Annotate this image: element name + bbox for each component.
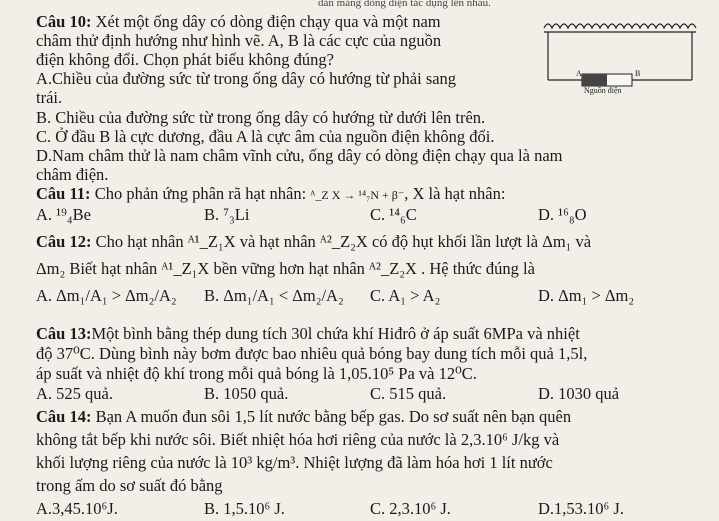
pole-b-label: B (635, 69, 641, 78)
q10-option-a-line1: A.Chiều của đường sức từ trong ống dây có hướng từ phải sang (36, 69, 457, 88)
q13-option-c: C. 515 quả. (370, 384, 447, 403)
q10-option-b: B. Chiều của đường sức từ trong ống dây có hướng từ dưới lên trên. (36, 108, 486, 127)
q13-option-a: A. 525 quả. (36, 384, 113, 403)
q13-stem-text1: Một bình bằng thép dung tích 30l chứa khí Hiđrô ở áp suất 6MPa và nhiệt (91, 324, 580, 343)
pole-a-label: A (576, 69, 582, 78)
q14-stem-line3: khối lượng riêng của nước là 10³ kg/m³. Nhiệt lượng đã làm hóa hơi 1 lít nước (36, 453, 553, 472)
q10-stem-line1 (36, 12, 441, 32)
q10-option-d-line2: châm điện. (36, 165, 109, 184)
q11-option-b: B. ⁷₃Li (204, 205, 250, 224)
header-fragment: dàn mảng dòng điện tác dụng lên nhau. (318, 0, 491, 9)
q14-stem-line1 (36, 407, 571, 427)
q12-stem-line2: Δm₂ Biết hạt nhân ᴬ¹_Z₁X bền vững hơn hạt nhân ᴬ²_Z₂X . Hệ thức đúng là (36, 259, 535, 278)
q13-stem-line1 (36, 324, 580, 344)
q13-option-d: D. 1030 quả (538, 384, 620, 403)
q14-label: Câu 14: (36, 407, 92, 426)
q14-stem-text1: Bạn A muốn đun sôi 1,5 lít nước bằng bếp gas. Do sơ suất nên bạn quên (91, 407, 572, 426)
battery-caption: Nguồn điện (584, 86, 622, 95)
q12-option-b: B. Δm₁/A₁ < Δm₂/A₂ (204, 286, 344, 305)
q10-stem-text1: Xét một ống dây có dòng điện chạy qua và một nam (91, 12, 441, 31)
q13-stem-line3: áp suất và nhiệt độ khí trong mỗi quả bóng là 1,05.10⁵ Pa và 12⁰C. (36, 364, 477, 383)
q12-stem-line1 (36, 232, 591, 252)
q14-option-d: D.1,53.10⁶ J. (538, 499, 624, 518)
q10-option-d-line1: D.Nam châm thử là nam châm vĩnh cửu, ống dây có dòng điện chạy qua là nam (36, 146, 563, 165)
q11-stem-text: Cho phản ứng phân rã hạt nhân: (90, 184, 311, 203)
q11-reaction: ᴬ_Z X → ¹⁴₇N + β⁻ (310, 188, 405, 202)
q11-label: Câu 11: (36, 184, 91, 203)
q10-option-c: C. Ở đầu B là cực dương, đầu A là cực âm của nguồn điện không đổi. (36, 127, 495, 146)
solenoid-figure (536, 18, 706, 98)
q11-option-c: C. ¹⁴₆C (370, 205, 417, 224)
q13-label: Câu 13: (36, 324, 92, 343)
q10-label: Câu 10: (36, 12, 92, 31)
q12-option-d: D. Δm₁ > Δm₂ (538, 286, 635, 305)
q10-stem-line2: châm thử định hướng như hình vẽ. A, B là các cực của nguồn (36, 31, 442, 50)
q13-stem-line2: độ 37⁰C. Dùng bình này bơm được bao nhiêu quả bóng bay dung tích mỗi quả 1,5l, (36, 344, 588, 363)
q14-option-c: C. 2,3.10⁶ J. (370, 499, 451, 518)
q11-option-d: D. ¹⁶₈O (538, 205, 587, 224)
q11-stem-end: , X là hạt nhân: (404, 184, 506, 203)
q12-option-a: A. Δm₁/A₁ > Δm₂/A₂ (36, 286, 177, 305)
q12-label: Câu 12: (36, 232, 92, 251)
q12-option-c: C. A₁ > A₂ (370, 286, 441, 305)
q14-option-a: A.3,45.10⁶J. (36, 499, 118, 518)
q10-stem-line3: điện không đổi. Chọn phát biểu không đúng? (36, 50, 334, 69)
q14-option-b: B. 1,5.10⁶ J. (204, 499, 285, 518)
q11-stem (36, 184, 505, 204)
q13-option-b: B. 1050 quả. (204, 384, 289, 403)
q12-stem-text1: Cho hạt nhân ᴬ¹_Z₁X và hạt nhân ᴬ²_Z₂X có độ hụt khối lần lượt là Δm₁ và (91, 232, 592, 251)
q10-option-a-line2: trái. (36, 88, 63, 107)
q14-stem-line4: trong ấm do sơ suất đó bằng (36, 476, 223, 495)
q14-stem-line2: không tắt bếp khi nước sôi. Biết nhiệt hóa hơi riêng của nước là 2,3.10⁶ J/kg và (36, 430, 560, 449)
q11-option-a: A. ¹⁹₄Be (36, 205, 91, 224)
